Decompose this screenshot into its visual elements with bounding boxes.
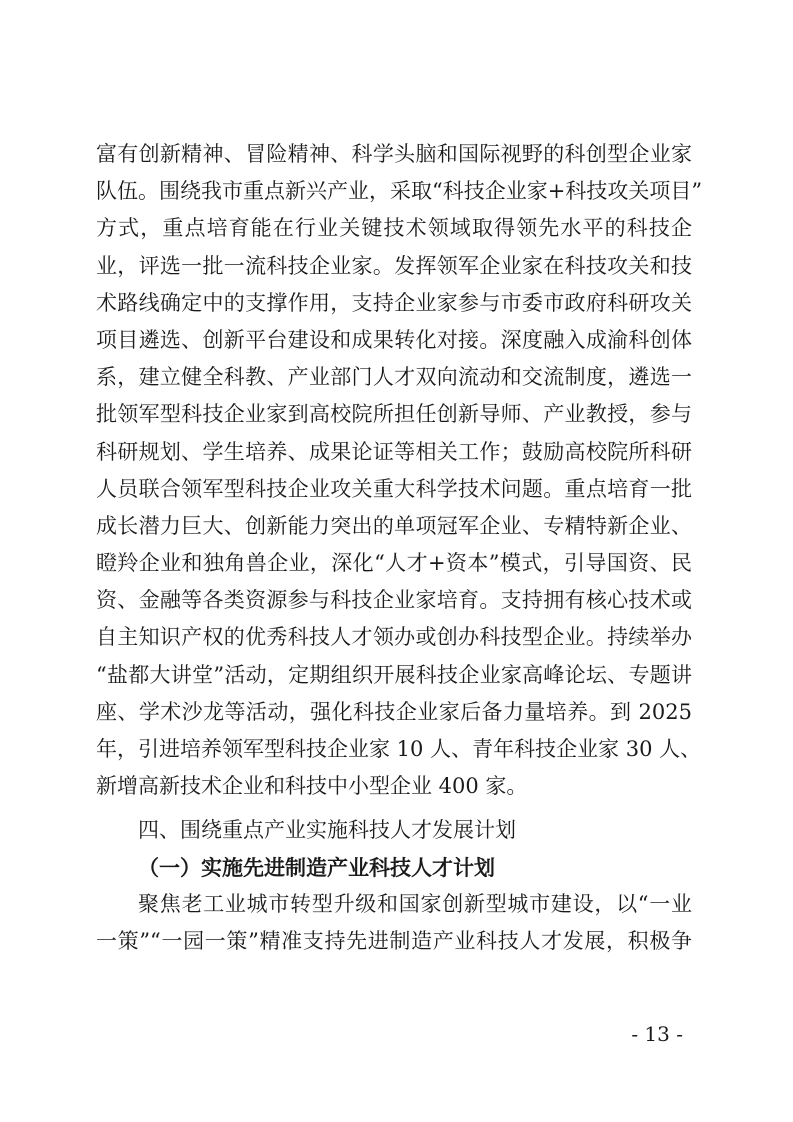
text-line: 成长潜力巨大、创新能力突出的单项冠军企业、专精特新企业、 [96, 513, 692, 538]
text-line: 富有创新精神、冒险精神、科学头脑和国际视野的科创型企业家 [96, 142, 692, 166]
text-line: 术路线确定中的支撑作用，支持企业家参与市委市政府科研攻关 [96, 290, 692, 315]
text-line: 批领军型科技企业家到高校院所担任创新导师、产业教授，参与 [96, 402, 692, 427]
text-line: 科研规划、学生培养、成果论证等相关工作；鼓励高校院所科研 [96, 439, 692, 464]
paragraph-talent-cultivation [96, 136, 703, 805]
text-line: 年，引进培养领军型科技企业家 10 人、青年科技企业家 30 人、 [96, 737, 702, 761]
text-line: 瞪羚企业和独角兽企业，深化“人才+资本”模式，引导国资、民 [96, 551, 692, 576]
text-line: 项目遴选、创新平台建设和成果转化对接。深度融入成渝科创体 [96, 327, 692, 352]
text-line: 系，建立健全科教、产业部门人才双向流动和交流制度，遴选一 [96, 365, 692, 390]
text-line: 自主知识产权的优秀科技人才领办或创办科技型企业。持续举办 [96, 625, 692, 650]
paragraph-advanced-manufacturing [96, 886, 692, 960]
page-number: - 13 - [631, 1022, 683, 1046]
text-line: 队伍。围绕我市重点新兴产业，采取“科技企业家+科技攻关项目” [96, 179, 703, 204]
text-line: 座、学术沙龙等活动，强化科技企业家后备力量培养。到 2025 [96, 699, 692, 724]
text-line: 业，评选一批一流科技企业家。发挥领军企业家在科技攻关和技 [96, 253, 692, 278]
text-line: 方式，重点培育能在行业关键技术领域取得领先水平的科技企 [96, 216, 692, 241]
text-line: 资、金融等各类资源参与科技企业家培育。支持拥有核心技术或 [96, 588, 692, 613]
text-line: “盐都大讲堂”活动，定期组织开展科技企业家高峰论坛、专题讲 [96, 662, 692, 687]
section-heading: 四、围绕重点产业实施科技人才发展计划 [138, 818, 516, 842]
text-line: 新增高新技术企业和科技中小型企业 400 家。 [96, 774, 528, 799]
text-line: 一策”“一园一策”精准支持先进制造产业科技人才发展，积极争 [96, 929, 692, 954]
text-line: 人员联合领军型科技企业攻关重大科学技术问题。重点培育一批 [96, 476, 692, 501]
subsection-heading: （一）实施先进制造产业科技人才计划 [138, 855, 495, 880]
text-line: 聚焦老工业城市转型升级和国家创新型城市建设，以“一业 [138, 892, 692, 916]
